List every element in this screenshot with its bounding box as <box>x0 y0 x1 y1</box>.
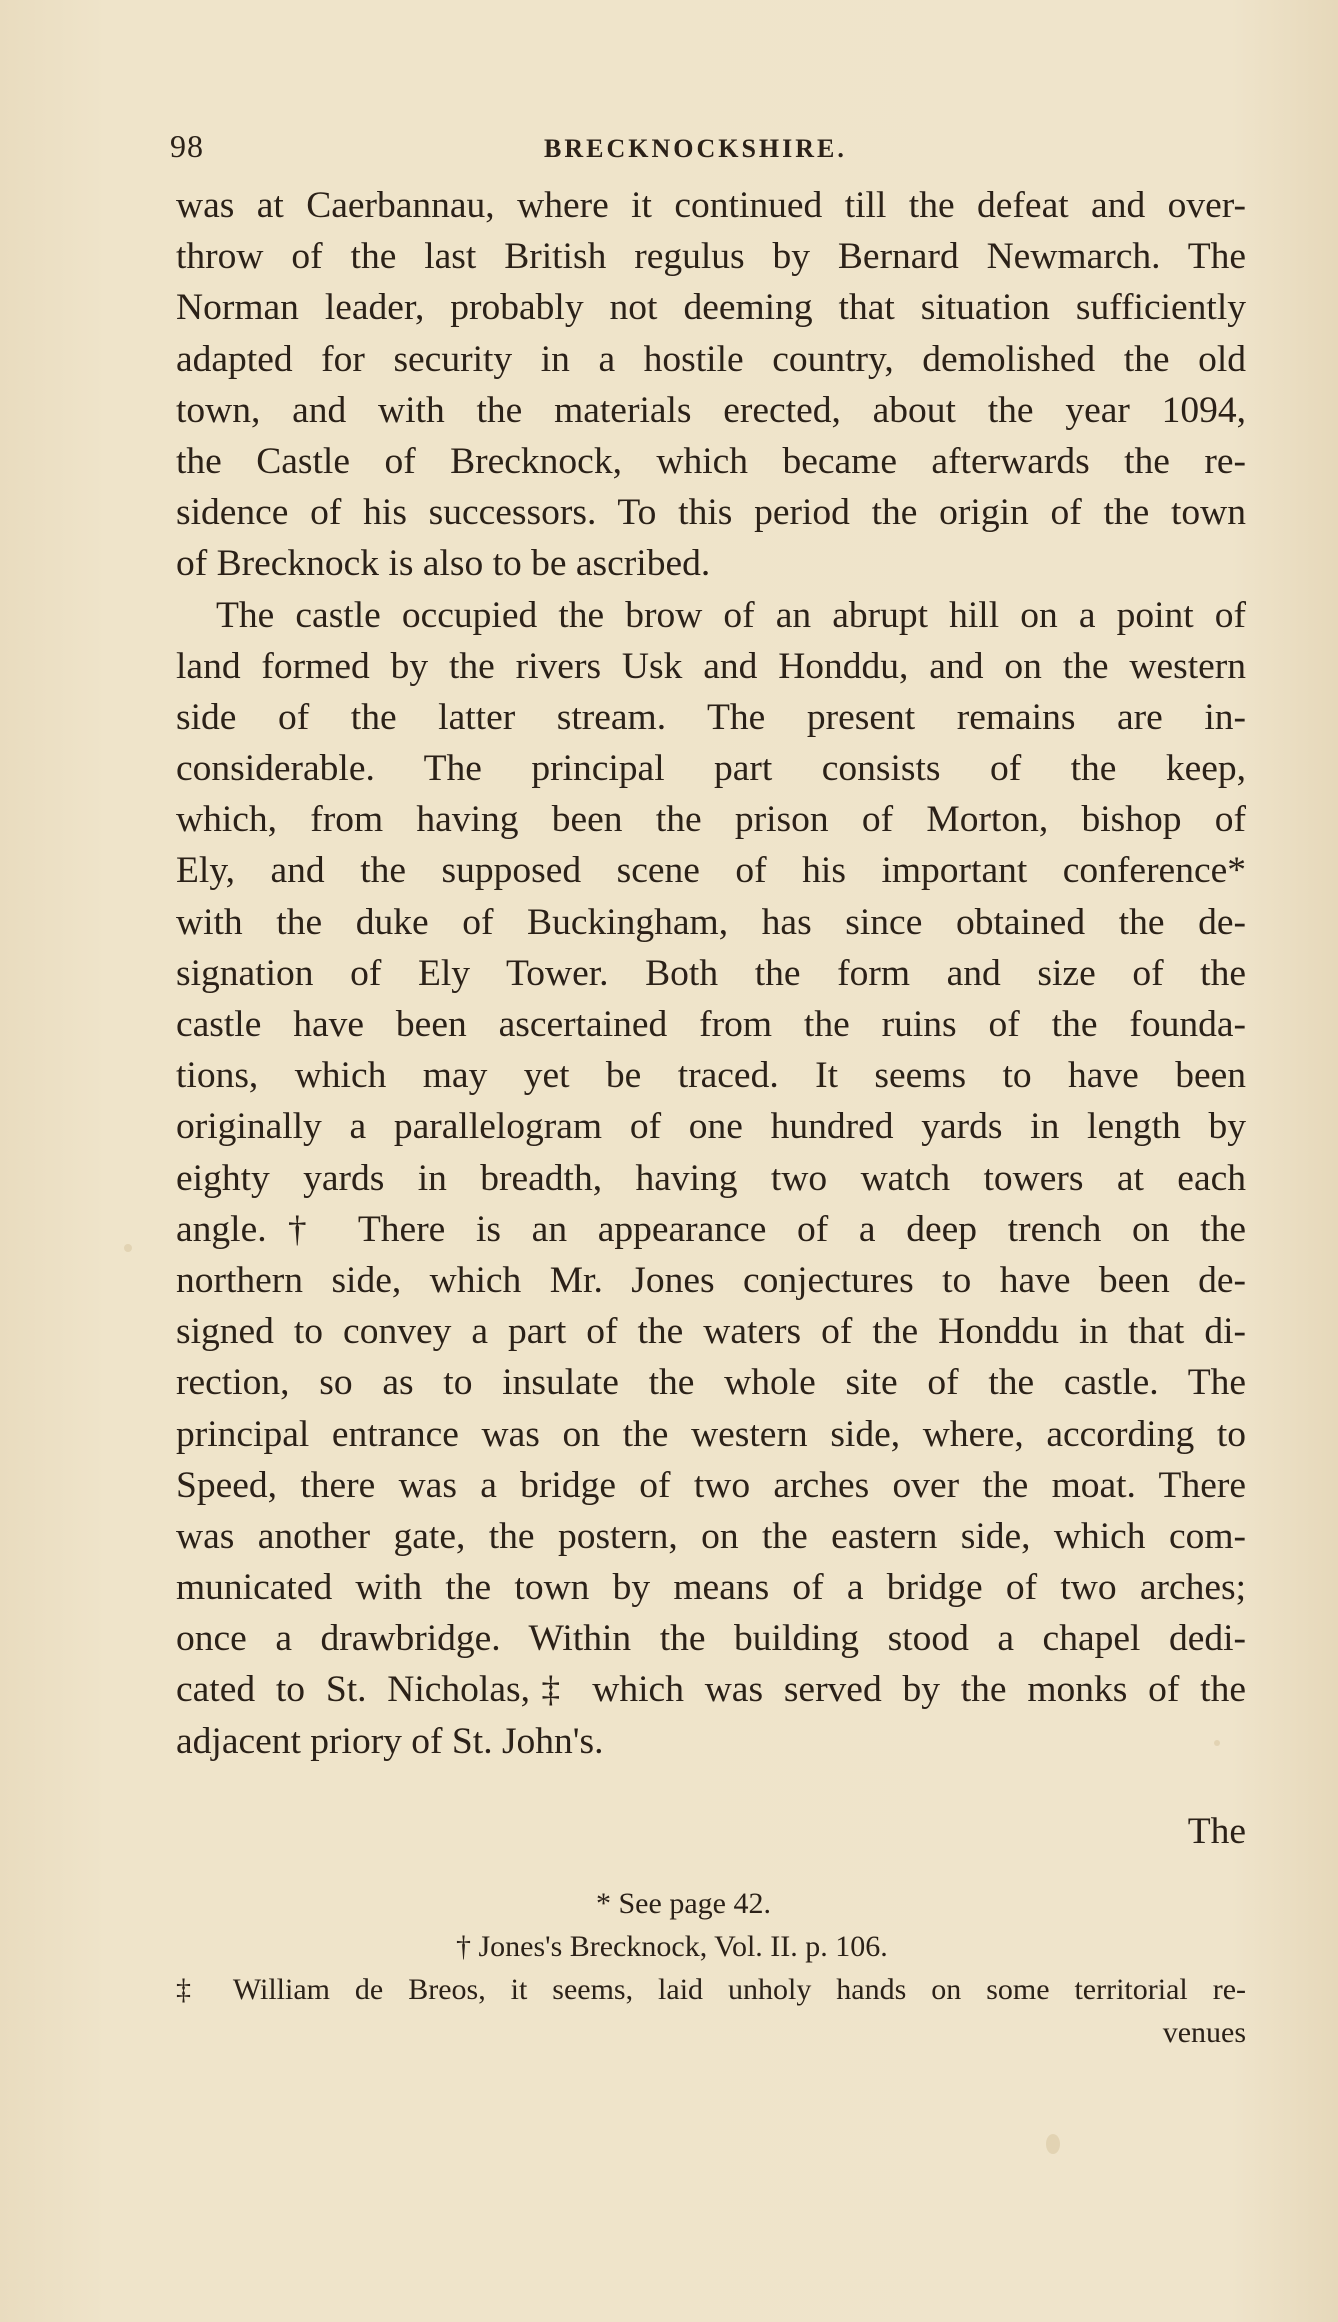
text-line: The castle occupied the brow of an abrupt hill on a point of <box>216 594 1246 636</box>
text-line: originally a parallelogram of one hundred yards in length by <box>176 1106 1246 1148</box>
text-line: rection, so as to insulate the whole site of the castle. The <box>176 1362 1246 1404</box>
text-line: the Castle of Brecknock, which became afterwards the re- <box>176 440 1246 482</box>
text-line: northern side, which Mr. Jones conjectures to have been de- <box>176 1259 1246 1301</box>
text-line: adapted for security in a hostile country, demolished the old <box>176 338 1246 380</box>
footnote-continuation: venues <box>1162 2016 1246 2049</box>
footnote: † Jones's Brecknock, Vol. II. p. 106. <box>456 1930 888 1963</box>
text-line: signation of Ely Tower. Both the form and size of the <box>176 952 1246 994</box>
text-line: cated to St. Nicholas,‡ which was served by the monks of the <box>176 1669 1246 1711</box>
text-line: considerable. The principal part consists of the keep, <box>176 748 1246 790</box>
paper-speck <box>1046 2134 1060 2154</box>
body-text <box>176 180 1246 1767</box>
paper-speck <box>1214 1740 1220 1746</box>
text-line: Norman leader, probably not deeming that situation sufficiently <box>176 287 1246 329</box>
footnote: ‡ William de Breos, it seems, laid unholy hands on some territorial re- <box>176 1973 1246 2006</box>
footnotes <box>176 1882 1246 2054</box>
footnote: * See page 42. <box>596 1887 771 1920</box>
text-line: Speed, there was a bridge of two arches over the moat. There <box>176 1464 1246 1506</box>
text-line: sidence of his successors. To this period the origin of the town <box>176 492 1246 534</box>
page-header <box>170 128 1250 168</box>
text-line: of Brecknock is also to be ascribed. <box>176 543 711 585</box>
text-line: with the duke of Buckingham, has since obtained the de- <box>176 901 1246 943</box>
page-number: 98 <box>170 128 204 164</box>
text-line: Ely, and the supposed scene of his important conference* <box>176 850 1246 892</box>
text-line: which, from having been the prison of Morton, bishop of <box>176 799 1246 841</box>
text-line: town, and with the materials erected, about the year 1094, <box>176 389 1246 431</box>
text-line: once a drawbridge. Within the building stood a chapel dedi- <box>176 1618 1246 1660</box>
text-line: throw of the last British regulus by Bernard Newmarch. The <box>176 236 1246 278</box>
text-line: adjacent priory of St. John's. <box>176 1720 604 1762</box>
text-line: tions, which may yet be traced. It seems to have been <box>176 1055 1246 1097</box>
catchword: The <box>1187 1811 1246 1852</box>
running-head: BRECKNOCKSHIRE. <box>544 134 847 163</box>
text-line: was at Caerbannau, where it continued till the defeat and over- <box>176 185 1246 226</box>
text-line: eighty yards in breadth, having two watch towers at each <box>176 1157 1246 1199</box>
text-line: angle.† There is an appearance of a deep trench on the <box>176 1208 1246 1250</box>
text-line: land formed by the rivers Usk and Honddu, and on the western <box>176 645 1246 687</box>
text-line: was another gate, the postern, on the eastern side, which com- <box>176 1515 1246 1557</box>
text-line: municated with the town by means of a bridge of two arches; <box>176 1567 1246 1609</box>
text-line: castle have been ascertained from the ruins of the founda- <box>176 1004 1246 1045</box>
paper-speck <box>124 1244 132 1252</box>
text-line: principal entrance was on the western side, where, according to <box>176 1413 1246 1455</box>
text-line: side of the latter stream. The present remains are in- <box>176 696 1246 738</box>
text-line: signed to convey a part of the waters of the Honddu in that di- <box>176 1311 1246 1353</box>
